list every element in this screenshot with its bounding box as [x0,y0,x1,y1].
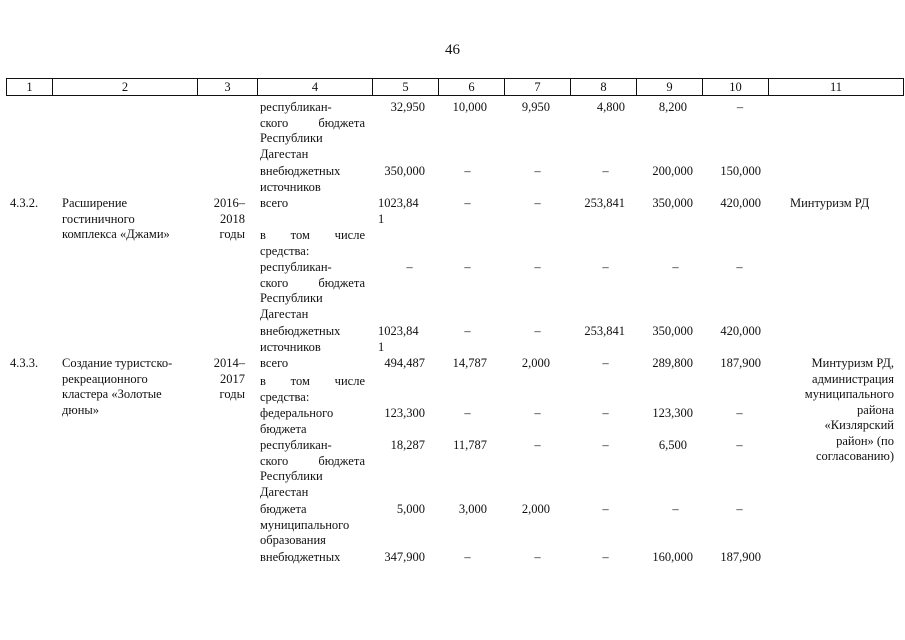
value-line: 1 [378,339,385,354]
col-header-3: 3 [198,79,258,96]
col-header-5: 5 [373,79,439,96]
value-cell: – [736,438,743,452]
row-number: 4.3.3. [10,356,39,370]
value-cell: 420,000 [720,324,761,338]
source-line: внебюджетных [260,550,341,564]
value-cell: – [672,260,679,274]
executor-line: район» (по [836,433,894,448]
source-line: внебюджетных [260,164,341,178]
value-cell [378,196,428,227]
years-line: годы [219,387,245,401]
col-header-11: 11 [769,79,904,96]
executor-line: района [857,402,894,417]
col-header-4: 4 [258,79,373,96]
name-line: Создание туристско- [62,356,173,370]
measure-name [62,196,192,243]
source-total: всего [260,196,289,210]
name-line: кластера «Золотые [62,387,162,401]
value-cell: 8,200 [658,100,687,114]
value-cell: – [464,406,471,420]
value-cell: 187,900 [720,550,761,564]
value-cell: 289,800 [652,356,693,370]
value-cell: 18,287 [390,438,425,452]
executor-line: муниципального [804,387,894,401]
value-cell: – [602,438,609,452]
value-line: 1023,84 [378,196,419,210]
value-cell: – [602,356,609,370]
value-cell: 350,000 [652,196,693,210]
value-cell: 123,300 [652,406,693,420]
source-line: ского бюджета [260,275,365,290]
value-cell: 420,000 [720,196,761,210]
source-total: всего [260,356,289,370]
row-number: 4.3.2. [10,196,39,210]
value-cell: – [534,550,541,564]
source-line: в том числе [260,374,365,388]
value-cell: – [602,260,609,274]
name-line: дюны» [62,402,100,417]
col-header-8: 8 [571,79,637,96]
value-cell: – [602,502,609,516]
name-line: комплекса «Джами» [62,227,170,241]
value-cell: 3,000 [458,502,487,516]
value-cell: 200,000 [652,164,693,178]
source-republican-budget [260,100,365,162]
value-cell: 4,800 [596,100,625,114]
source-line: источников [260,179,321,194]
value-cell: – [736,406,743,420]
source-line: ского бюджета [260,453,365,468]
source-line: федерального [260,406,334,420]
col-header-10: 10 [703,79,769,96]
value-line: 1 [378,211,385,226]
value-cell: – [534,164,541,178]
source-line: Дагестан [260,306,309,321]
source-extrabudgetary [260,164,365,195]
col-header-2: 2 [53,79,198,96]
executor-line: Минтуризм РД, [811,356,894,370]
executor: Минтуризм РД [790,196,870,210]
value-cell: 2,000 [521,356,550,370]
column-header-row [6,78,904,96]
value-cell: 150,000 [720,164,761,178]
source-line: республикан- [260,260,332,274]
value-cell: – [602,406,609,420]
source-municipal-budget [260,502,365,549]
years-cell [200,196,245,243]
source-line: средства: [260,243,310,258]
value-cell: – [406,260,413,274]
value-cell: – [464,324,471,338]
value-cell: 10,000 [452,100,487,114]
source-republican-budget [260,438,365,500]
value-cell: 14,787 [452,356,487,370]
value-cell: – [602,164,609,178]
executor [776,356,894,465]
source-line: бюджета [260,421,307,436]
value-cell: – [672,502,679,516]
col-header-9: 9 [637,79,703,96]
source-line: республикан- [260,438,332,452]
source-including [260,228,365,259]
value-cell: 350,000 [652,324,693,338]
value-cell: – [736,502,743,516]
value-cell: – [534,438,541,452]
years-line: 2014– [213,356,245,370]
col-header-6: 6 [439,79,505,96]
source-line: средства: [260,389,310,404]
value-line: 1023,84 [378,324,419,338]
value-cell: 11,787 [453,438,487,452]
value-cell: 253,841 [584,196,625,210]
source-line: бюджета [260,502,307,516]
source-line: Республики [260,131,323,145]
value-cell: – [464,260,471,274]
value-cell: 123,300 [384,406,425,420]
value-cell: 187,900 [720,356,761,370]
source-line: внебюджетных [260,324,341,338]
value-cell: – [534,406,541,420]
name-line: Расширение [62,196,128,210]
source-republican-budget [260,260,365,322]
measure-name [62,356,197,418]
source-line: муниципального [260,517,350,532]
source-federal-budget [260,406,365,437]
value-cell: 5,000 [396,502,425,516]
value-cell: – [464,164,471,178]
executor-line: администрация [812,371,894,386]
years-line: 2018 [220,211,245,226]
source-extrabudgetary [260,324,365,355]
value-cell: – [464,550,471,564]
name-line: рекреационного [62,371,148,386]
value-cell: – [534,260,541,274]
source-line: Республики [260,291,323,305]
value-cell: – [534,324,541,338]
value-cell: – [736,260,743,274]
col-header-7: 7 [505,79,571,96]
value-cell: 2,000 [521,502,550,516]
years-line: годы [219,227,245,241]
value-cell [378,324,428,355]
years-line: 2017 [220,371,245,386]
value-cell: – [464,196,471,210]
source-line: образования [260,533,326,547]
source-line: ского бюджета [260,115,365,130]
page-number: 46 [445,42,460,58]
value-cell: 494,487 [384,356,425,370]
value-cell: 253,841 [584,324,625,338]
source-line: источников [260,339,321,354]
col-header-1: 1 [7,79,53,96]
years-line: 2016– [213,196,245,210]
value-cell: 32,950 [390,100,425,114]
years-cell [200,356,245,403]
source-line: Дагестан [260,146,309,161]
value-cell: 6,500 [658,438,687,452]
source-including [260,374,365,405]
source-extrabudgetary [260,550,365,566]
value-cell: 160,000 [652,550,693,564]
executor-line: «Кизлярский [824,418,894,432]
source-line: Дагестан [260,484,309,499]
executor-line: согласованию) [815,449,894,463]
value-cell: – [602,550,609,564]
value-cell: 350,000 [384,164,425,178]
value-cell: – [534,196,541,210]
value-cell: – [736,100,744,114]
name-line: гостиничного [62,211,135,226]
source-line: в том числе [260,228,365,242]
source-line: Республики [260,469,323,483]
value-cell: 347,900 [384,550,425,564]
source-line: республикан- [260,100,332,114]
value-cell: 9,950 [521,100,550,114]
